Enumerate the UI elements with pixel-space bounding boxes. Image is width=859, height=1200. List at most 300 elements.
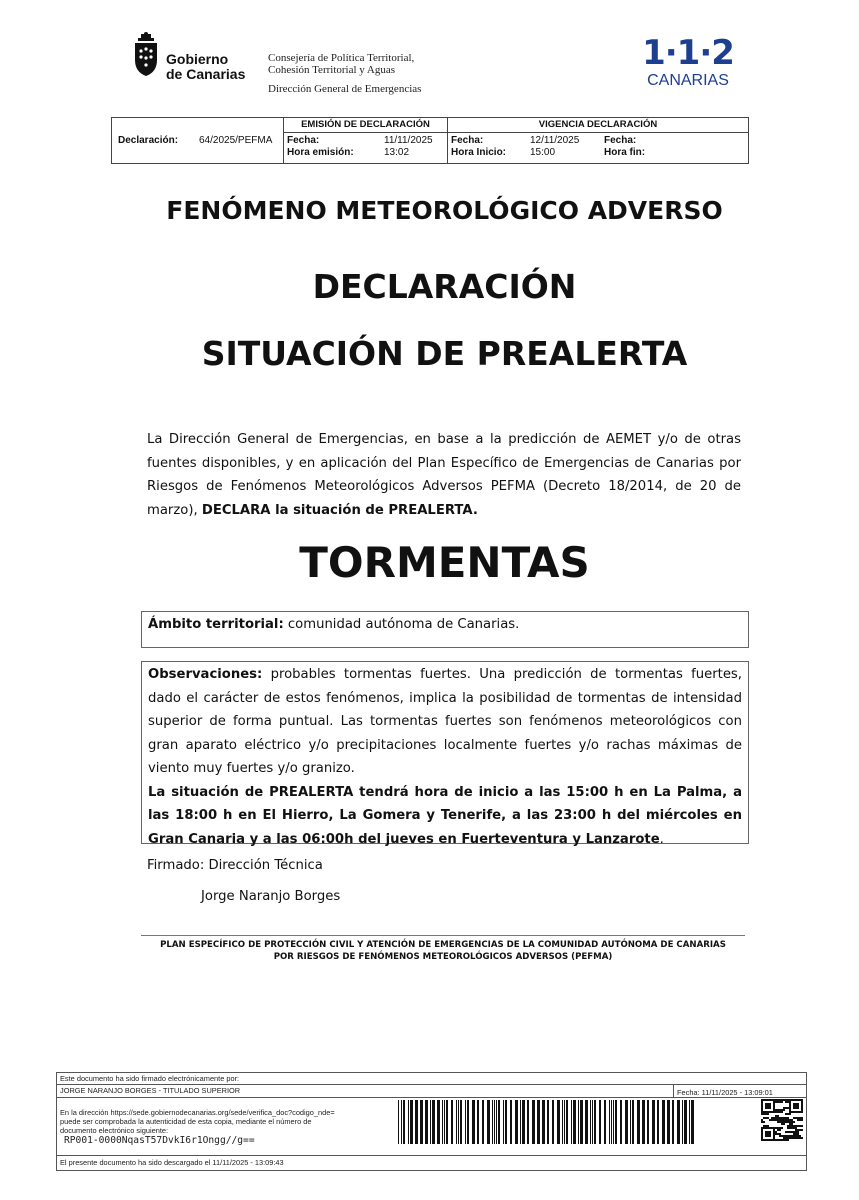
qr-module [781,1119,783,1121]
barcode-bar [682,1100,683,1144]
qr-module [783,1135,785,1137]
declaration-cell [112,118,284,163]
qr-module [769,1139,771,1141]
qr-module [797,1111,799,1113]
declaracion-label: Declaración: [118,135,179,146]
qr-module [763,1113,765,1115]
qr-module [773,1117,775,1119]
qr-module [793,1133,795,1135]
signature-date: Fecha: 11/11/2025 - 13:09:01 [677,1088,773,1097]
barcode-bar [425,1100,428,1144]
emision-fecha-label: Fecha: [287,135,320,146]
qr-module [793,1131,795,1133]
qr-module [769,1127,771,1129]
qr-module [767,1099,769,1101]
verify-line1: En la dirección https://sede.gobiernodecanarias.org/sede/verifica_doc?codigo_nde= [60,1108,335,1117]
logo-112-canarias [638,33,738,96]
vig-hora-fin-label: Hora fin: [604,147,646,158]
qr-module [793,1107,795,1109]
signer-name: Jorge Naranjo Borges [201,889,341,904]
barcode-bar [667,1100,670,1144]
qr-module [761,1127,763,1129]
observaciones-bold: La situación de PREALERTA tendrá hora de inicio a las 15:00 h en La Palma, a las 18:00 h en El Hierro, La Gomera y Tenerife, a las 23:00 h del miércoles en Gran Canaria y a las 06:00h del jueves en Fuerteventura y Lanzarote [148,784,742,847]
qr-module [795,1129,797,1131]
intro-bold: DECLARA la situación de PREALERTA. [201,502,478,518]
qr-module [779,1127,781,1129]
barcode-bar [515,1100,518,1144]
qr-module [793,1105,795,1107]
qr-module [797,1125,799,1127]
signed-by-row [57,1073,806,1085]
qr-module [761,1113,763,1115]
qr-module [777,1127,779,1129]
barcode-image [396,1100,803,1144]
qr-module [793,1121,795,1123]
vig-fecha-value: 12/11/2025 [530,135,580,146]
barcode-bar [537,1100,540,1144]
barcode-bar [487,1100,490,1144]
barcode-bar [691,1100,694,1144]
barcode-bar [467,1100,469,1144]
qr-module [797,1105,799,1107]
qr-module [789,1113,791,1115]
qr-module [767,1139,769,1141]
qr-module [791,1123,793,1125]
barcode-bar [498,1100,500,1144]
qr-module [763,1121,765,1123]
logo-112-label: CANARIAS [647,72,729,89]
ambito-label: Ámbito territorial: [148,617,284,632]
barcode-bar [662,1100,665,1144]
barcode-bar [401,1100,402,1144]
qr-module [775,1139,777,1141]
qr-module [785,1101,787,1103]
qr-module [795,1103,797,1105]
qr-module [765,1135,767,1137]
qr-module [775,1109,777,1111]
qr-module [789,1137,791,1139]
barcode-bar [566,1100,568,1144]
qr-module [763,1111,765,1113]
qr-module [771,1111,773,1113]
qr-module [789,1107,791,1109]
qr-module [777,1115,779,1117]
qr-module [775,1127,777,1129]
qr-module [801,1125,803,1127]
plan-footer [141,935,745,963]
barcode-bar [604,1100,606,1144]
vigencia-header: VIGENCIA DECLARACIÓN [448,119,748,133]
qr-module [761,1107,763,1109]
qr-module [799,1099,801,1101]
qr-module [785,1121,787,1123]
barcode-bar [420,1100,423,1144]
qr-module [797,1099,799,1101]
barcode-bar [522,1100,525,1144]
qr-module [761,1103,763,1105]
barcode-bar [580,1100,583,1144]
qr-module [769,1131,771,1133]
qr-module [771,1099,773,1101]
qr-module [769,1133,771,1135]
qr-module [773,1107,775,1109]
qr-module [793,1125,795,1127]
barcode-bar [642,1100,645,1144]
qr-module [795,1111,797,1113]
qr-module [799,1111,801,1113]
barcode-bar [573,1100,576,1144]
qr-module [799,1117,801,1119]
qr-module [761,1131,763,1133]
qr-module [799,1129,801,1131]
barcode-bar [611,1100,612,1144]
qr-module [765,1125,767,1127]
qr-module [767,1133,769,1135]
qr-module [761,1099,763,1101]
qr-module [797,1133,799,1135]
qr-module [795,1135,797,1137]
qr-module [791,1099,793,1101]
qr-module [791,1119,793,1121]
downloaded-text: El presente documento ha sido descargado el 11/11/2025 - 13:09:43 [60,1158,284,1167]
qr-module [761,1101,763,1103]
vig-hora-inicio-label: Hora Inicio: [451,147,507,158]
qr-module [785,1139,787,1141]
qr-module [773,1129,775,1131]
observaciones-label: Observaciones: [148,667,263,682]
qr-module [773,1101,775,1103]
barcode-bar [444,1100,445,1144]
qr-module [785,1099,787,1101]
qr-module [777,1119,779,1121]
qr-module [773,1127,775,1129]
document-code: RP001-0000NqasT57DvkI6r1Ongg//g== [64,1135,255,1146]
barcode-bar [494,1100,495,1144]
qr-module [781,1117,783,1119]
qr-module [789,1135,791,1137]
coat-of-arms-icon [132,32,160,82]
qr-module [795,1133,797,1135]
qr-module [799,1119,801,1121]
barcode-bar [609,1100,610,1144]
qr-module [789,1099,791,1101]
qr-module [787,1127,789,1129]
barcode-bar [456,1100,457,1144]
observaciones-text: probables tormentas fuertes. Una predicción de tormentas fuertes, dado el carácter de estos fenómenos, implica la posibilidad de tormentas de intensidad superior de forma puntual. Las tormentas fuertes son fenómenos meteorológicos con gran aparato eléctrico y/o precipitaciones localmente fuertes y/o rachas máximas de viento muy fuertes y/o granizo. [148,667,742,776]
qr-module [789,1101,791,1103]
qr-module [783,1139,785,1141]
qr-module [779,1119,781,1121]
qr-module [773,1131,775,1133]
barcode-bar [446,1100,448,1144]
qr-module [789,1121,791,1123]
ambito-box [141,611,749,648]
org-name-line1: Gobierno [166,51,229,67]
qr-module [793,1117,795,1119]
barcode-bar [578,1100,579,1144]
barcode-bar [415,1100,418,1144]
qr-module [783,1121,785,1123]
qr-module [777,1129,779,1131]
qr-module [765,1111,767,1113]
qr-module [761,1105,763,1107]
signer-text: JORGE NARANJO BORGES - TITULADO SUPERIOR [60,1086,241,1095]
qr-module [773,1111,775,1113]
phenomenon-title: FENÓMENO METEOROLÓGICO ADVERSO [166,196,723,225]
qr-module [781,1135,783,1137]
qr-module [787,1117,789,1119]
qr-module [771,1139,773,1141]
qr-module [789,1111,791,1113]
qr-module [783,1119,785,1121]
barcode-bar [613,1100,614,1144]
qr-module [777,1139,779,1141]
qr-module [771,1119,773,1121]
direccion-general: Dirección General de Emergencias [268,83,422,95]
qr-module [761,1111,763,1113]
ambito-value: comunidad autónoma de Canarias. [283,617,520,632]
qr-module [763,1117,765,1119]
qr-module [797,1117,799,1119]
barcode-bar [557,1100,560,1144]
qr-module [795,1105,797,1107]
barcode-bar [442,1100,443,1144]
qr-module [791,1137,793,1139]
qr-module [765,1107,767,1109]
barcode-bar [564,1100,565,1144]
qr-module [787,1113,789,1115]
qr-module [775,1099,777,1101]
verify-line3: documento electrónico siguiente: [60,1126,169,1135]
qr-module [801,1137,803,1139]
qr-module [775,1111,777,1113]
qr-module [767,1135,769,1137]
qr-module [765,1103,767,1105]
qr-module [777,1099,779,1101]
vig-hora-inicio-value: 15:00 [530,147,556,158]
vig-fecha-fin-label: Fecha: [604,135,637,146]
qr-module [765,1099,767,1101]
qr-module [789,1119,791,1121]
qr-module [781,1123,783,1125]
event-title: TORMENTAS [299,538,590,587]
qr-module [791,1127,793,1129]
barcode-bar [552,1100,554,1144]
qr-module [767,1125,769,1127]
qr-module [785,1107,787,1109]
barcode-bar [632,1100,634,1144]
barcode-bar [562,1100,563,1144]
qr-module [783,1117,785,1119]
qr-module [773,1137,775,1139]
barcode-bar [620,1100,622,1144]
qr-module [797,1119,799,1121]
qr-module [773,1135,775,1137]
barcode-bar [599,1100,601,1144]
qr-module [771,1127,773,1129]
qr-module [773,1105,775,1107]
qr-module [783,1099,785,1101]
barcode-bar [542,1100,545,1144]
qr-module [781,1111,783,1113]
barcode-bar [510,1100,512,1144]
qr-module [775,1131,777,1133]
qr-module [765,1131,767,1133]
qr-module [789,1125,791,1127]
gobierno-canarias-logo [132,32,452,100]
barcode-bar [410,1100,413,1144]
qr-module [769,1105,771,1107]
qr-module [779,1109,781,1111]
barcode-bar [652,1100,655,1144]
barcode-bar [590,1100,591,1144]
qr-module [763,1099,765,1101]
qr-module [801,1101,803,1103]
barcode-bar [458,1100,459,1144]
qr-module [769,1135,771,1137]
barcode-bar [527,1100,529,1144]
barcode-bar [592,1100,593,1144]
qr-module [793,1135,795,1137]
barcode-bar [637,1100,640,1144]
barcode-bar [532,1100,535,1144]
qr-module [787,1101,789,1103]
barcode-bar [594,1100,596,1144]
qr-module [789,1103,791,1105]
qr-module [783,1107,785,1109]
qr-module [787,1119,789,1121]
vig-fecha-label: Fecha: [451,135,484,146]
qr-module [787,1121,789,1123]
qr-module [799,1135,801,1137]
qr-module [779,1139,781,1141]
qr-module [785,1131,787,1133]
emision-fecha-value: 11/11/2025 [384,135,433,146]
qr-module [797,1103,799,1105]
qr-module [801,1109,803,1111]
qr-module [797,1135,799,1137]
barcode-bar [677,1100,680,1144]
qr-module [783,1123,785,1125]
qr-module [797,1131,799,1133]
qr-module [781,1139,783,1141]
barcode-bar [647,1100,649,1144]
emision-cell [284,118,448,163]
logo-112-number: 1·1·2 [642,33,734,73]
barcode-bar [657,1100,659,1144]
qr-module [779,1135,781,1137]
qr-module [801,1105,803,1107]
barcode-bar [432,1100,435,1144]
qr-module [787,1137,789,1139]
qr-module [777,1121,779,1123]
qr-module [791,1111,793,1113]
qr-module [779,1101,781,1103]
barcode-bar [403,1100,405,1144]
qr-module [801,1103,803,1105]
qr-module [761,1139,763,1141]
qr-module [779,1111,781,1113]
signer-row [57,1085,806,1098]
declaration-table [111,117,749,164]
qr-module [795,1137,797,1139]
qr-module [765,1133,767,1135]
qr-module [787,1125,789,1127]
qr-module [787,1139,789,1141]
qr-module [779,1117,781,1119]
qr-module [793,1137,795,1139]
qr-module [789,1127,791,1129]
qr-module [775,1119,777,1121]
qr-module [791,1135,793,1137]
plan-footer-line1: PLAN ESPECÍFICO DE PROTECCIÓN CIVIL Y ATENCIÓN DE EMERGENCIAS DE LA COMUNIDAD AUTÓNOMA DE CANARIAS [160,940,726,950]
qr-module [787,1135,789,1137]
barcode-bar [472,1100,475,1144]
qr-module [769,1107,771,1109]
qr-module [773,1103,775,1105]
qr-module [767,1111,769,1113]
qr-module [795,1127,797,1129]
qr-module [765,1117,767,1119]
qr-module [801,1111,803,1113]
qr-module [775,1117,777,1119]
barcode-bar [520,1100,521,1144]
qr-module [779,1121,781,1123]
qr-module [791,1125,793,1127]
downloaded-row [57,1155,806,1170]
qr-module [789,1105,791,1107]
qr-module [785,1135,787,1137]
qr-module [761,1133,763,1135]
qr-module [761,1137,763,1139]
qr-module [767,1127,769,1129]
qr-module [793,1103,795,1105]
qr-module [773,1109,775,1111]
qr-module [793,1111,795,1113]
qr-module [785,1113,787,1115]
qr-module [767,1131,769,1133]
barcode-bar [430,1100,431,1144]
qr-module [787,1107,789,1109]
qr-module [763,1139,765,1141]
qr-module [763,1127,765,1129]
qr-module [797,1129,799,1131]
qr-module [799,1137,801,1139]
qr-module [789,1123,791,1125]
plan-footer-line2: POR RIESGOS DE FENÓMENOS METEOROLÓGICOS ADVERSOS (PEFMA) [273,952,613,962]
qr-module [783,1109,785,1111]
barcode-bar [496,1100,497,1144]
qr-module [765,1105,767,1107]
qr-module [761,1135,763,1137]
qr-module [763,1125,765,1127]
verify-line2: puede ser comprobada la autenticidad de esta copia, mediante el número de [60,1117,312,1126]
intro-paragraph [147,428,741,522]
qr-module [791,1131,793,1133]
qr-module [775,1133,777,1135]
situation-title: SITUACIÓN DE PREALERTA [201,334,688,373]
emision-hora-value: 13:02 [384,147,410,158]
qr-module [795,1117,797,1119]
qr-module [767,1117,769,1119]
qr-module [767,1105,769,1107]
qr-module [801,1099,803,1101]
barcode-bar [482,1100,484,1144]
qr-module [795,1107,797,1109]
observaciones-box [141,661,749,847]
qr-module [775,1101,777,1103]
emision-header: EMISIÓN DE DECLARACIÓN [284,119,447,133]
